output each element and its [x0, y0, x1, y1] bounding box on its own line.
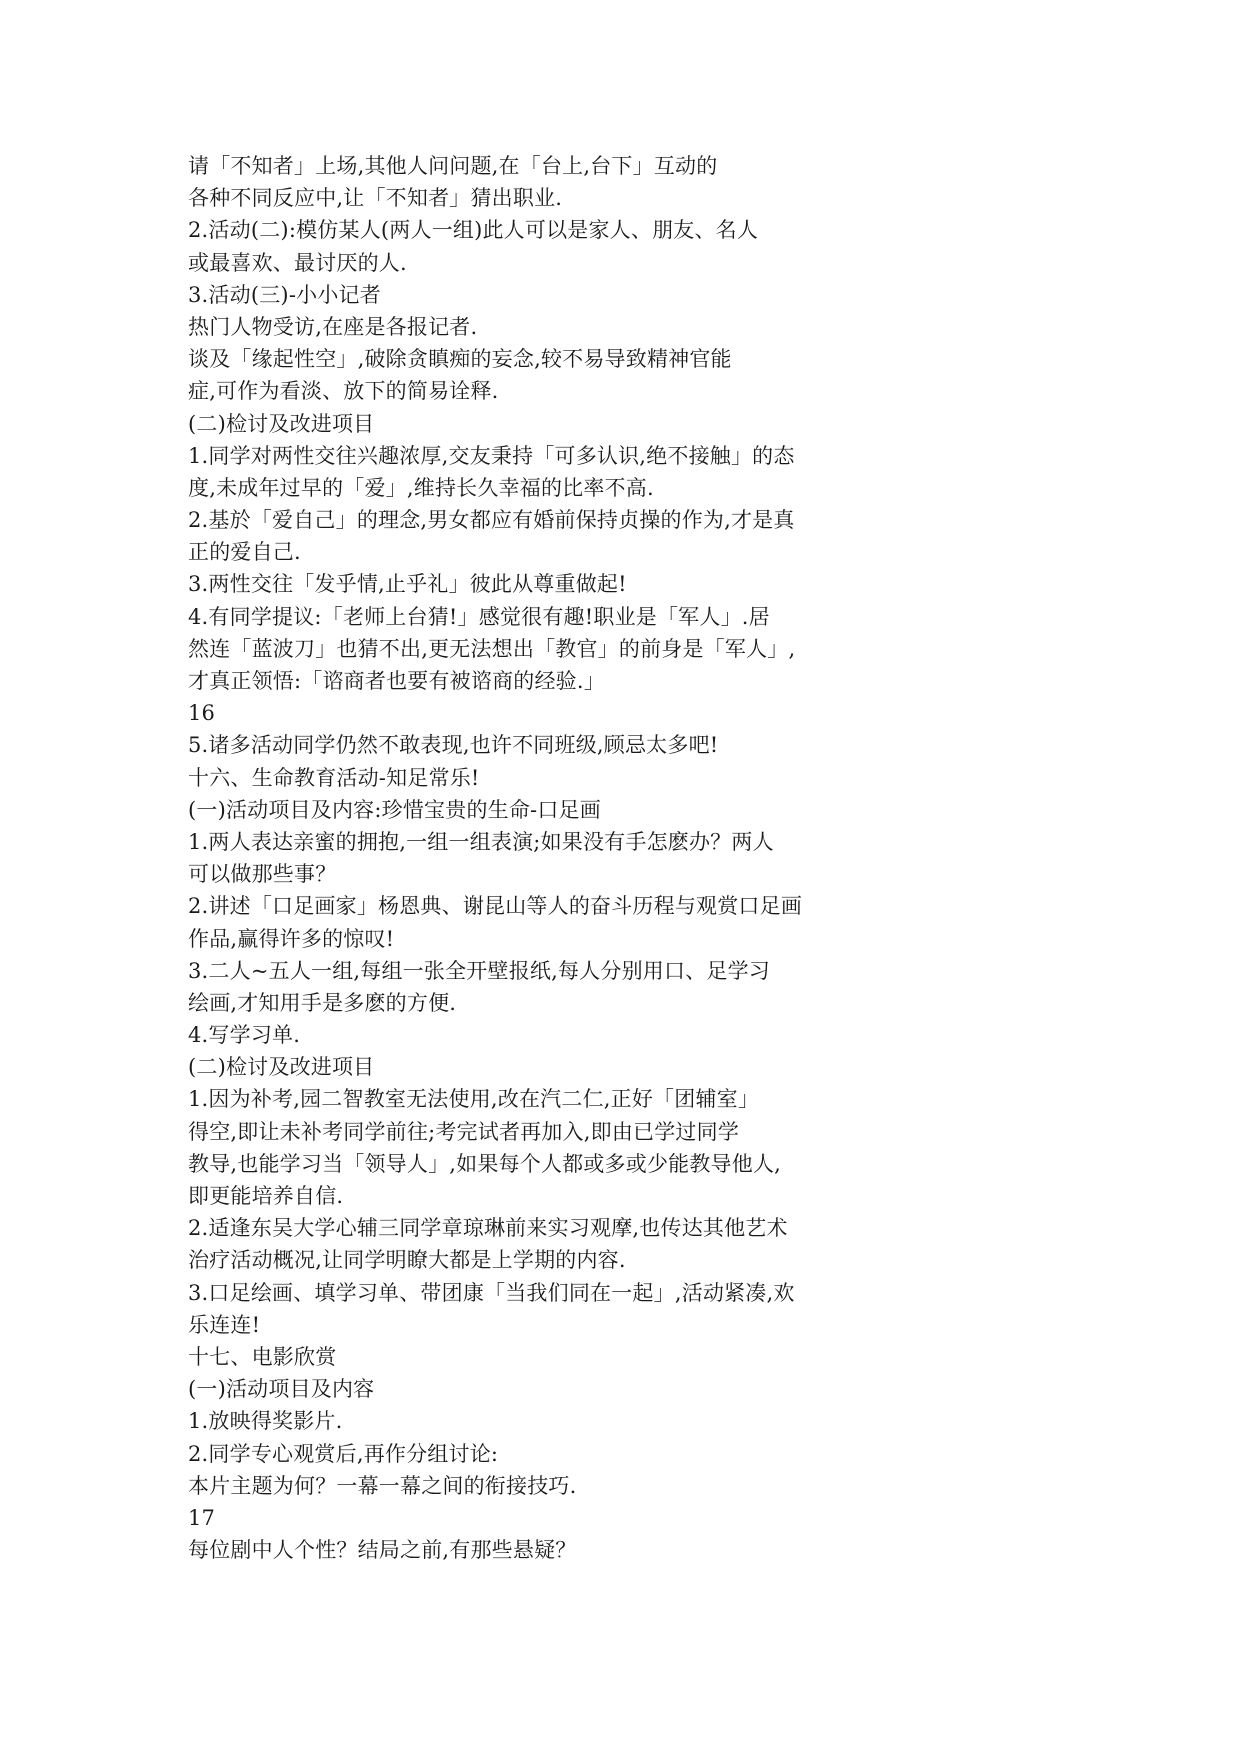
text-line: 1.同学对两性交往兴趣浓厚,交友秉持「可多认识,绝不接触」的态 [188, 443, 795, 468]
text-line: 教导,也能学习当「领导人」,如果每个人都或多或少能教导他人, [188, 1151, 782, 1176]
text-line: 2.基於「爱自己」的理念,男女都应有婚前保持贞操的作为,才是真 [188, 508, 795, 533]
text-line: 2.同学专心观赏后,再作分组讨论: [188, 1441, 499, 1466]
text-line: 2.适逢东吴大学心辅三同学章琼琳前来实习观摩,也传达其他艺术 [188, 1216, 788, 1241]
text-line: 度,未成年过早的「爱」,维持长久幸福的比率不高. [188, 475, 654, 500]
text-line: 然连「蓝波刀」也猜不出,更无法想出「教官」的前身是「军人」, [188, 636, 796, 661]
text-line: 乐连连! [188, 1312, 261, 1337]
text-line: (二)检讨及改进项目 [188, 1055, 375, 1080]
text-line: 十七、电影欣赏 [188, 1344, 337, 1369]
text-line: 正的爱自己. [188, 540, 301, 565]
text-line: 症,可作为看淡、放下的简易诠释. [188, 379, 499, 404]
text-line: 本片主题为何？一幕一幕之间的衔接技巧. [188, 1473, 577, 1498]
text-line: 4.有同学提议:「老师上台猜!」感觉很有趣!职业是「军人」.居 [188, 604, 770, 629]
text-line: 得空,即让未补考同学前往;考完试者再加入,即由已学过同学 [188, 1119, 740, 1144]
text-line: 3.活动(三)-小小记者 [188, 282, 381, 307]
text-line: 5.诸多活动同学仍然不敢表现,也许不同班级,顾忌太多吧! [188, 733, 719, 758]
text-line: 3.两性交往「发乎情,止乎礼」彼此从尊重做起! [188, 572, 627, 597]
text-line: 可以做那些事？ [188, 862, 337, 887]
text-line: 2.活动(二):模仿某人(两人一组)此人可以是家人、朋友、名人 [188, 218, 759, 243]
text-line: 谈及「缘起性空」,破除贪瞋痴的妄念,较不易导致精神官能 [188, 347, 732, 372]
text-line: 各种不同反应中,让「不知者」猜出职业. [188, 186, 563, 211]
text-line: 才真正领悟:「谘商者也要有被谘商的经验.」 [188, 669, 605, 693]
text-line: 治疗活动概况,让同学明瞭大都是上学期的内容. [188, 1248, 626, 1273]
text-line: 即更能培养自信. [188, 1184, 344, 1208]
document-body [188, 150, 888, 1566]
text-line: 17 [188, 1505, 216, 1530]
text-line: 1.放映得奖影片. [188, 1409, 343, 1434]
text-line: 1.两人表达亲蜜的拥抱,一组一组表演;如果没有手怎麽办？两人 [188, 829, 774, 854]
text-line: 作品,赢得许多的惊叹! [188, 926, 395, 951]
text-line: 热门人物受访,在座是各报记者. [188, 314, 478, 339]
text-line: 16 [188, 701, 216, 726]
text-line: (一)活动项目及内容:珍惜宝贵的生命-口足画 [188, 797, 601, 822]
text-line: (一)活动项目及内容 [188, 1377, 375, 1402]
text-line: 3.二人~五人一组,每组一张全开壁报纸,每人分别用口、足学习 [188, 958, 770, 983]
text-line: 或最喜欢、最讨厌的人. [188, 250, 407, 275]
text-line: 3.口足绘画、填学习单、带团康「当我们同在一起」,活动紧凑,欢 [188, 1280, 795, 1305]
text-line: 十六、生命教育活动-知足常乐! [188, 765, 480, 790]
text-line: (二)检讨及改进项目 [188, 411, 375, 436]
text-line: 请「不知者」上场,其他人问问题,在「台上,台下」互动的 [188, 154, 718, 178]
text-line: 绘画,才知用手是多麽的方便. [188, 990, 457, 1015]
text-line: 1.因为补考,园二智教室无法使用,改在汽二仁,正好「团辅室」 [188, 1087, 760, 1112]
text-line: 2.讲述「口足画家」杨恩典、谢昆山等人的奋斗历程与观赏口足画 [188, 894, 803, 919]
text-line: 每位剧中人个性？结局之前,有那些悬疑？ [188, 1538, 577, 1563]
text-line: 4.写学习单. [188, 1023, 301, 1048]
